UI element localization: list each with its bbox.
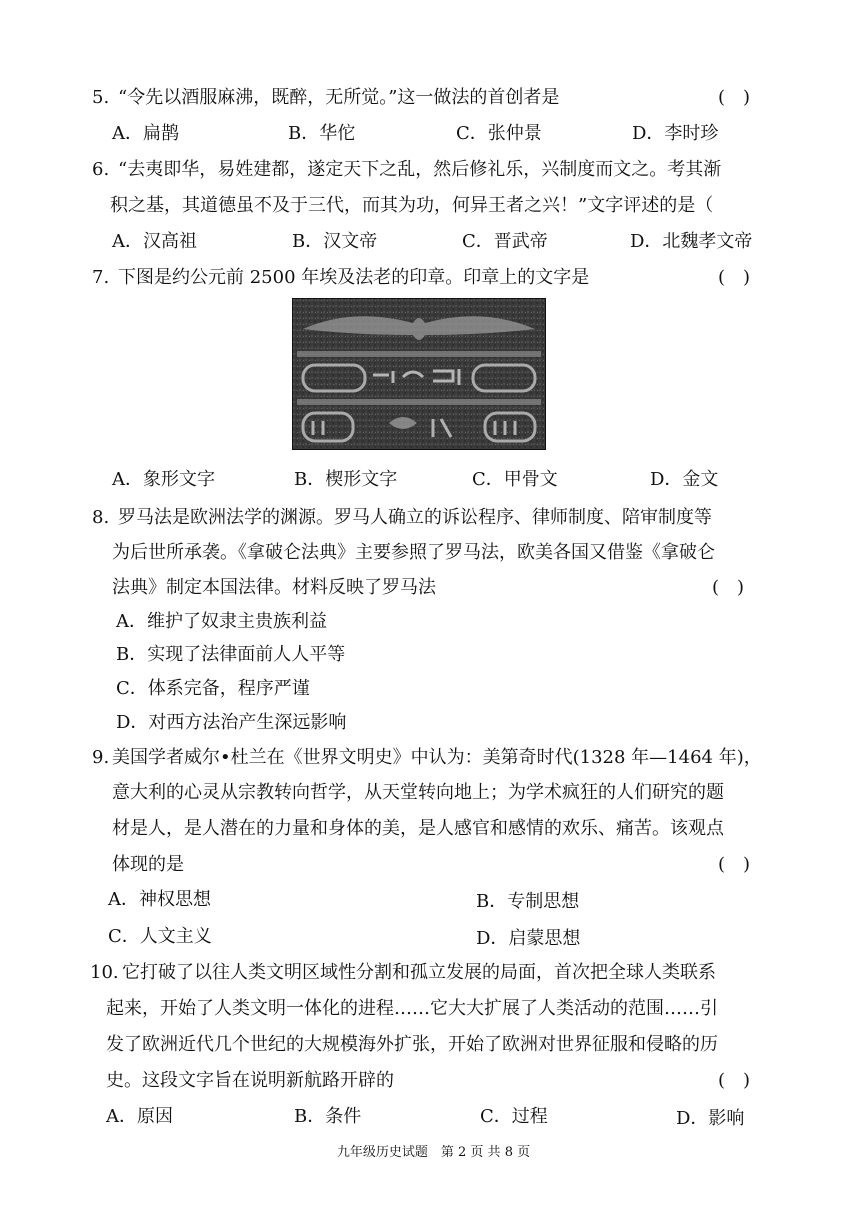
q9-option-c: C．人文主义 xyxy=(108,926,212,947)
q9-answer-bracket: ( ) xyxy=(718,854,751,875)
q7-option-d: D．金文 xyxy=(650,469,719,490)
q8-option-a: A．维护了奴隶主贵族利益 xyxy=(116,611,327,632)
q5-option-c: C．张仲景 xyxy=(456,123,542,144)
q6-number: 6. xyxy=(92,159,110,180)
q5-answer-bracket: ( ) xyxy=(718,87,751,108)
q6-option-d: D．北魏孝文帝 xyxy=(630,231,753,252)
q10-text-line-3: 发了欧洲近代几个世纪的大规模海外扩张，开始了欧洲对世界征服和侵略的历 xyxy=(106,1034,718,1055)
q10-option-b: B．条件 xyxy=(294,1106,362,1127)
q7-option-a: A．象形文字 xyxy=(112,469,215,490)
q6-option-c: C．晋武帝 xyxy=(462,231,548,252)
q6-text-line-2: 积之基，其道德虽不及于三代，而其为功，何异王者之兴！”文字评述的是（ xyxy=(110,195,714,216)
q5-number: 5. xyxy=(92,87,110,108)
q6-option-b: B．汉文帝 xyxy=(292,231,378,252)
q8-text-line-1: 罗马法是欧洲法学的渊源。罗马人确立的诉讼程序、律师制度、陪审制度等 xyxy=(118,507,712,528)
q10-option-d: D．影响 xyxy=(676,1108,745,1129)
q10-number: 10. xyxy=(90,962,119,983)
q9-option-b: B．专制思想 xyxy=(476,891,580,912)
q5-option-d: D．李时珍 xyxy=(632,123,719,144)
q9-option-d: D．启蒙思想 xyxy=(476,928,581,949)
q10-text-line-2: 起来，开始了人类文明一体化的进程……它大大扩展了人类活动的范围……引 xyxy=(106,998,718,1019)
q10-option-a: A．原因 xyxy=(106,1106,173,1127)
q10-text-line-4: 史。这段文字旨在说明新航路开辟的 xyxy=(106,1070,394,1091)
q7-option-c: C．甲骨文 xyxy=(472,469,558,490)
q8-option-c: C．体系完备，程序严谨 xyxy=(116,678,310,699)
q9-text-line-2: 意大利的心灵从宗教转向哲学，从天堂转向地上；为学术疯狂的人们研究的题 xyxy=(112,782,724,803)
q8-text-line-3: 法典》制定本国法律。材料反映了罗马法 xyxy=(112,577,436,598)
pharaoh-seal-image xyxy=(292,298,546,450)
q5-option-b: B．华佗 xyxy=(288,123,356,144)
q10-answer-bracket: ( ) xyxy=(718,1070,751,1091)
q9-option-a: A．神权思想 xyxy=(108,889,211,910)
q8-text-line-2: 为后世所承袭。《拿破仑法典》主要参照了罗马法，欧美各国又借鉴《拿破仑 xyxy=(112,542,715,563)
q6-option-a: A．汉高祖 xyxy=(112,231,197,252)
q9-text-line-1: 美国学者威尔•杜兰在《世界文明史》中认为：美第奇时代(1328 年—1464 年)， xyxy=(112,747,762,768)
q9-text-line-3: 材是人，是人潜在的力量和身体的美，是人感官和感情的欢乐、痛苦。该观点 xyxy=(112,818,724,839)
q7-text: 下图是约公元前 2500 年埃及法老的印章。印章上的文字是 xyxy=(118,267,590,288)
q8-option-b: B．实现了法律面前人人平等 xyxy=(116,644,346,665)
hieroglyph-seal-illustration xyxy=(293,299,545,449)
q7-answer-bracket: ( ) xyxy=(718,267,751,288)
q8-number: 8. xyxy=(92,507,110,528)
q9-text-line-4: 体现的是 xyxy=(112,854,184,875)
q7-number: 7. xyxy=(92,267,110,288)
q9-number: 9. xyxy=(92,747,110,768)
q8-option-d: D．对西方法治产生深远影响 xyxy=(116,712,347,733)
q8-answer-bracket: ( ) xyxy=(712,577,745,598)
q10-option-c: C．过程 xyxy=(480,1106,548,1127)
q10-text-line-1: 它打破了以往人类文明区域性分割和孤立发展的局面，首次把全球人类联系 xyxy=(122,962,716,983)
q5-text: “令先以酒服麻沸，既醉，无所觉。”这一做法的首创者是 xyxy=(118,87,560,108)
q5-option-a: A．扁鹊 xyxy=(112,123,179,144)
q6-text-line-1: “去夷即华，易姓建都，遂定天下之乱，然后修礼乐，兴制度而文之。考其渐 xyxy=(118,159,722,180)
q7-option-b: B．楔形文字 xyxy=(294,469,398,490)
page-footer: 九年级历史试题 第 2 页 共 8 页 xyxy=(336,1145,531,1160)
